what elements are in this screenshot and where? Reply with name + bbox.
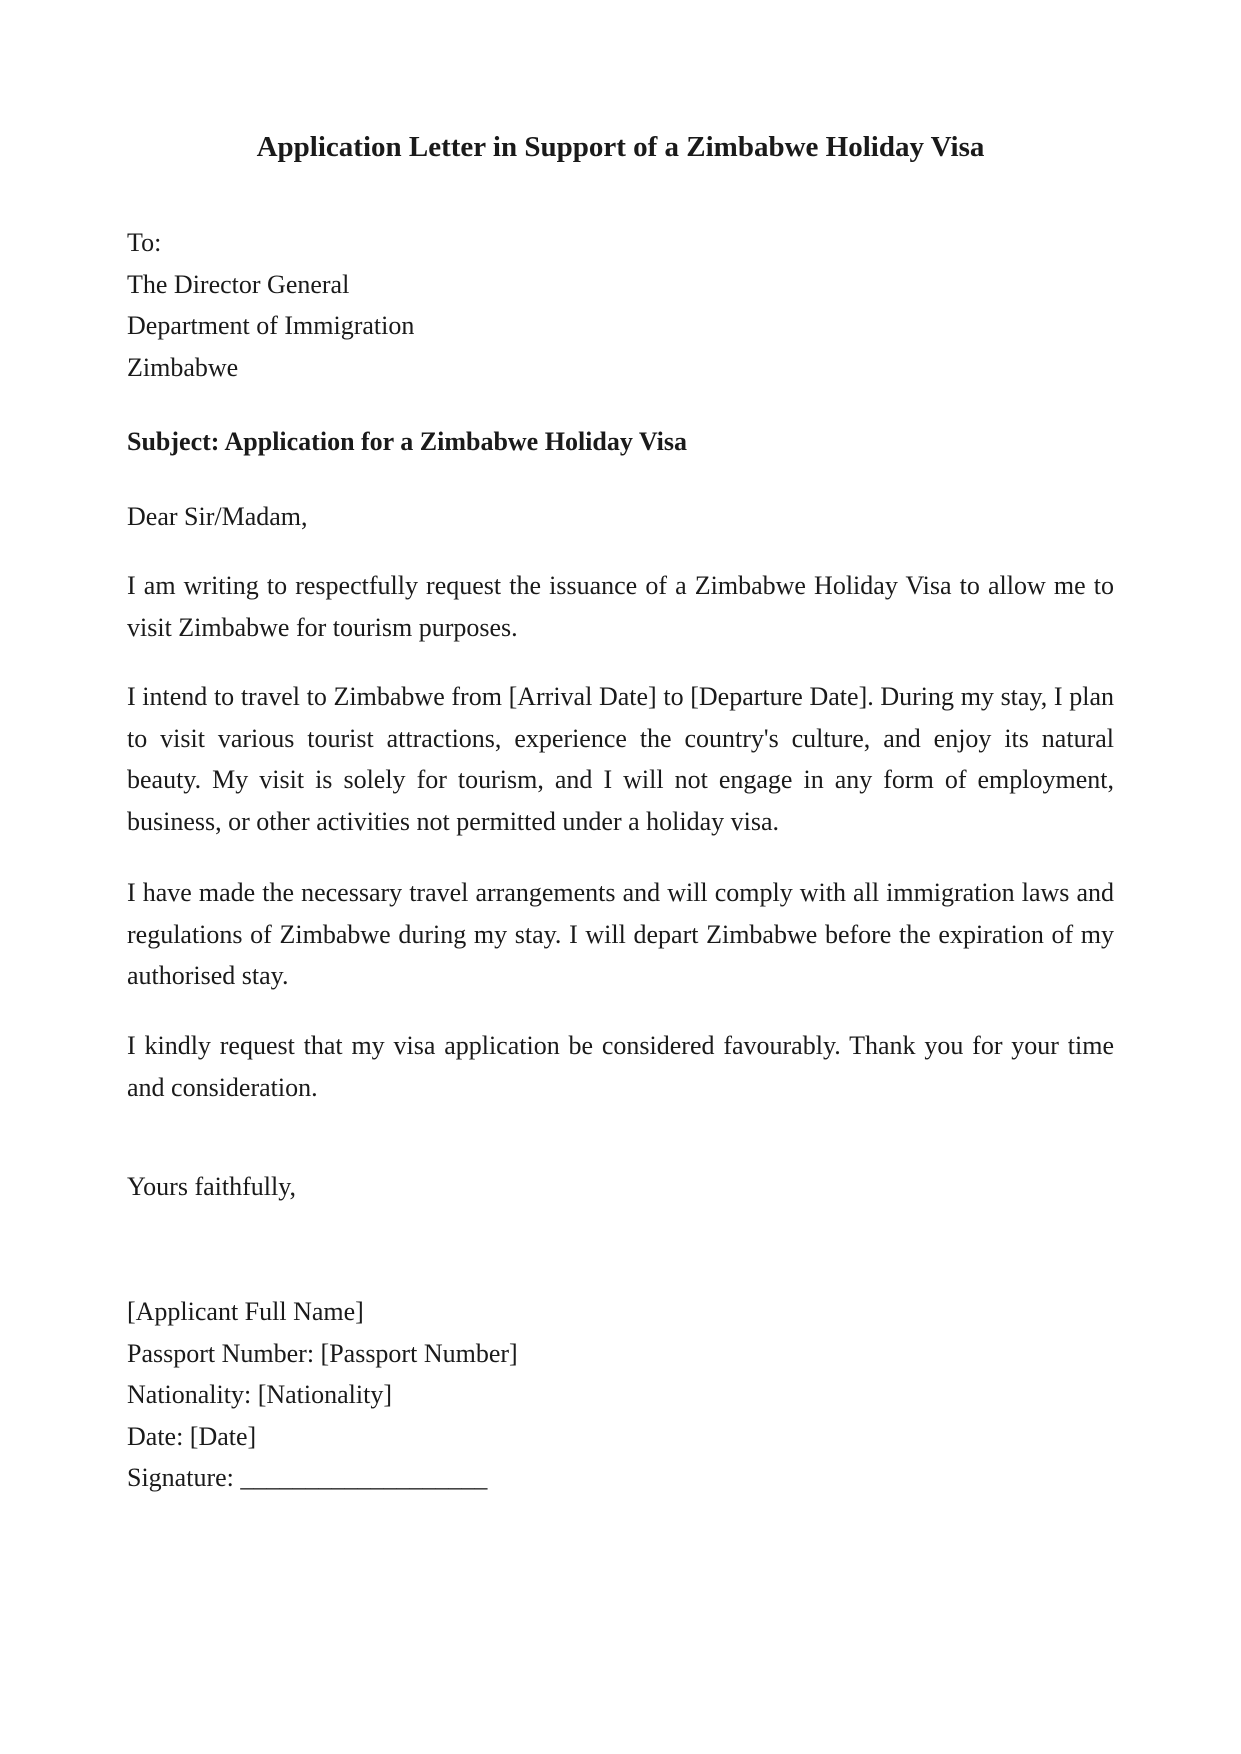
body-paragraph-3: I have made the necessary travel arrangements and will comply with all immigration laws and regulations of Zimbabwe during my stay. I will depart Zimbabwe before the expiration of my authorised stay. <box>127 878 1114 990</box>
subject-line: Subject: Application for a Zimbabwe Holiday Visa <box>127 427 688 456</box>
nationality: Nationality: [Nationality] <box>127 1380 392 1409</box>
signature-line: Signature: ___________________ <box>127 1463 488 1492</box>
body-paragraph-2: I intend to travel to Zimbabwe from [Arrival Date] to [Departure Date]. During my stay, I plan to visit various tourist attractions, experience the country's culture, and enjoy its natural beauty. My visit is solely for tourism, and I will not engage in any form of employment, business, or other activities not permitted under a holiday visa. <box>127 682 1114 836</box>
letter-title: Application Letter in Support of a Zimbabwe Holiday Visa <box>256 131 985 163</box>
applicant-name: [Applicant Full Name] <box>127 1297 364 1326</box>
passport-number: Passport Number: [Passport Number] <box>127 1338 518 1368</box>
recipient-line-3: Zimbabwe <box>127 352 239 382</box>
body-paragraph-4: I kindly request that my visa application be considered favourably. Thank you for your time and consideration. <box>127 1031 1114 1102</box>
recipient-address <box>127 222 1114 388</box>
signature-block <box>127 1291 1114 1499</box>
recipient-to-label: To: <box>127 228 162 257</box>
recipient-line-1: The Director General <box>127 269 350 299</box>
date: Date: [Date] <box>127 1421 257 1451</box>
salutation: Dear Sir/Madam, <box>127 502 308 531</box>
recipient-line-2: Department of Immigration <box>127 311 415 340</box>
body-paragraph-1: I am writing to respectfully request the issuance of a Zimbabwe Holiday Visa to allow me to visit Zimbabwe for tourism purposes. <box>127 571 1114 642</box>
closing: Yours faithfully, <box>127 1172 297 1201</box>
